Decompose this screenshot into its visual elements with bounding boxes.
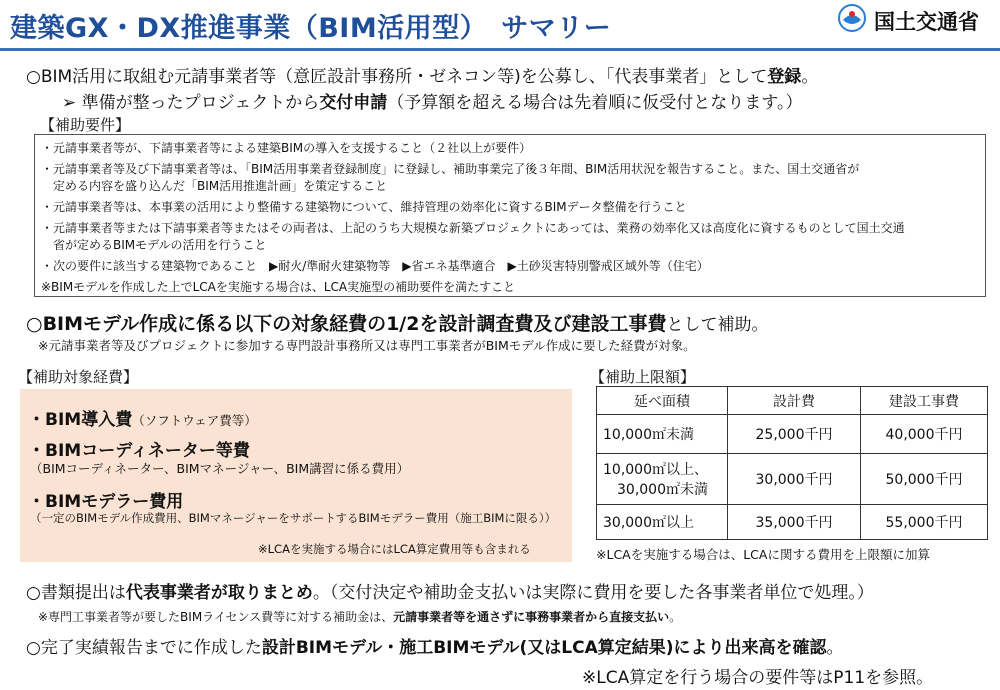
intro-text: ○BIM活用に取組む元請事業者等（意匠設計事務所・ゼネコン等)を公募し、「代表事業者」として: [26, 67, 768, 87]
cost-item-note: （ソフトウェア費等）: [132, 413, 257, 428]
requirement-line: ・元請事業者等及び下請事業者等は、「BIM活用事業者登録制度」に登録し、補助事業完了後３年間、BIM活用状況を報告すること。また、国土交通省が: [41, 162, 860, 176]
intro-post: 。: [801, 67, 819, 87]
construction-cell: 55,000千円: [861, 505, 988, 540]
docs2-bold: 元請事業者等を通さずに事務事業者から直接支払い: [393, 610, 670, 624]
costs-heading: 【補助対象経費】: [18, 368, 139, 386]
design-cell: 35,000千円: [728, 505, 861, 540]
column-header: 設計費: [728, 387, 861, 415]
requirement-line: ・次の要件に該当する建築物であること ▶耐火/準耐火建築物等 ▶省エネ基準適合 ▶土砂災害特別警戒区域外等（住宅）: [41, 259, 709, 273]
area-cell: 10,000㎡未満: [597, 415, 728, 454]
docs2-post: 。: [669, 610, 682, 624]
completion-bold: 設計BIMモデル・施工BIMモデル(又はLCA算定結果)により出来高を確認: [261, 638, 827, 658]
requirement-line: ・元請事業者等は、本事業の活用により整備する建築物について、維持管理の効率化に資するBIMデータ整備を行うこと: [41, 200, 687, 214]
header-rule: [0, 48, 1000, 51]
area-cell: 30,000㎡以上: [597, 505, 728, 540]
docs-line-2: [38, 608, 681, 625]
completion-note: ※LCA算定を行う場合の要件等はP11を参照。: [582, 668, 934, 688]
header: [0, 0, 1000, 52]
requirement-line: ※BIMモデルを作成した上でLCAを実施する場合は、LCA実施型の補助要件を満たすこと: [41, 280, 516, 294]
completion-text: ○完了実績報告までに作成した: [26, 638, 262, 658]
cost-item-2-note: （BIMコーディネーター、BIMマネージャー、BIM講習に係る費用）: [30, 461, 410, 476]
intro2-text: ➢ 準備が整ったプロジェクトから: [62, 93, 320, 113]
limits-table: [596, 386, 988, 540]
subsidy-bold: ○BIMモデル作成に係る以下の対象経費の1/2を設計調査費及び建設工事費: [26, 313, 667, 335]
cost-footnote: ※LCAを実施する場合にはLCA算定費用等も含まれる: [258, 542, 531, 556]
intro2-post: （予算額を超える場合は先着順に仮受付となります。）: [387, 93, 803, 113]
costs-box: [20, 389, 572, 562]
page-title: 建築GX・DX推進事業（BIM活用型） サマリー: [10, 13, 612, 44]
area-line-1: 10,000㎡以上、: [603, 462, 708, 478]
requirement-line: 省が定めるBIMモデルの活用を行うこと: [41, 238, 267, 252]
column-header: 延べ面積: [597, 387, 728, 415]
table-row: [597, 454, 988, 505]
docs-line-1: [26, 578, 874, 603]
docs-post: 。（交付決定や補助金支払いは実際に費用を要した各事業者単位で処理。）: [312, 583, 874, 603]
design-cell: 30,000千円: [728, 454, 861, 505]
requirements-heading: 【補助要件】: [40, 116, 131, 134]
docs-bold: 代表事業者が取りまとめ: [125, 583, 313, 603]
logo-text: 国土交通省: [874, 10, 979, 34]
area-cell: [597, 454, 728, 505]
design-cell: 25,000千円: [728, 415, 861, 454]
limits-note: ※LCAを実施する場合は、LCAに関する費用を上限額に加算: [596, 547, 930, 562]
intro-line-1: [26, 62, 818, 87]
cost-item-2-title: ・BIMコーディネーター等費: [28, 441, 250, 461]
construction-cell: 50,000千円: [861, 454, 988, 505]
requirement-line: 定める内容を盛り込んだ「BIM活用推進計画」を策定すること: [41, 179, 388, 193]
limits-heading: 【補助上限額】: [590, 368, 696, 386]
completion-post: 。: [826, 638, 844, 658]
cost-item-3-title: ・BIMモデラー費用: [28, 492, 184, 512]
mlit-logo-icon: [838, 4, 866, 32]
intro-line-2: [62, 88, 802, 113]
subsidy-note: ※元請事業者等及びプロジェクトに参加する専門設計事務所又は専門工事業者がBIMモデル作成に要した経費が対象。: [38, 338, 696, 353]
area-line-2: 30,000㎡未満: [603, 482, 708, 498]
intro-bold: 登録: [767, 67, 802, 87]
docs-text: ○書類提出は: [26, 583, 126, 603]
column-header: 建設工事費: [861, 387, 988, 415]
ministry-logo: [838, 4, 998, 36]
cost-item-title: ・BIM導入費: [28, 410, 133, 430]
subsidy-post: として補助。: [666, 315, 769, 335]
requirements-box: [34, 134, 986, 297]
cost-item-1: [28, 405, 257, 430]
intro2-bold: 交付申請: [319, 93, 388, 113]
requirement-line: ・元請事業者等または下請事業者等またはその両者は、上記のうち大規模な新築プロジェクトにあっては、業務の効率化又は高度化に資するものとして国土交通: [41, 221, 905, 235]
table-row: [597, 505, 988, 540]
table-header-row: [597, 387, 988, 415]
docs2-text: ※専門工事業者等が要したBIMライセンス費等に対する補助金は、: [38, 610, 394, 624]
cost-item-3-note: （一定のBIMモデル作成費用、BIMマネージャーをサポートするBIMモデラー費用（施工BIMに限る））: [30, 511, 557, 525]
requirement-line: ・元請事業者等が、下請事業者等による建築BIMの導入を支援すること（２社以上が要件）: [41, 141, 532, 155]
completion-line: [26, 633, 844, 658]
table-row: [597, 415, 988, 454]
construction-cell: 40,000千円: [861, 415, 988, 454]
subsidy-line: [26, 309, 768, 336]
